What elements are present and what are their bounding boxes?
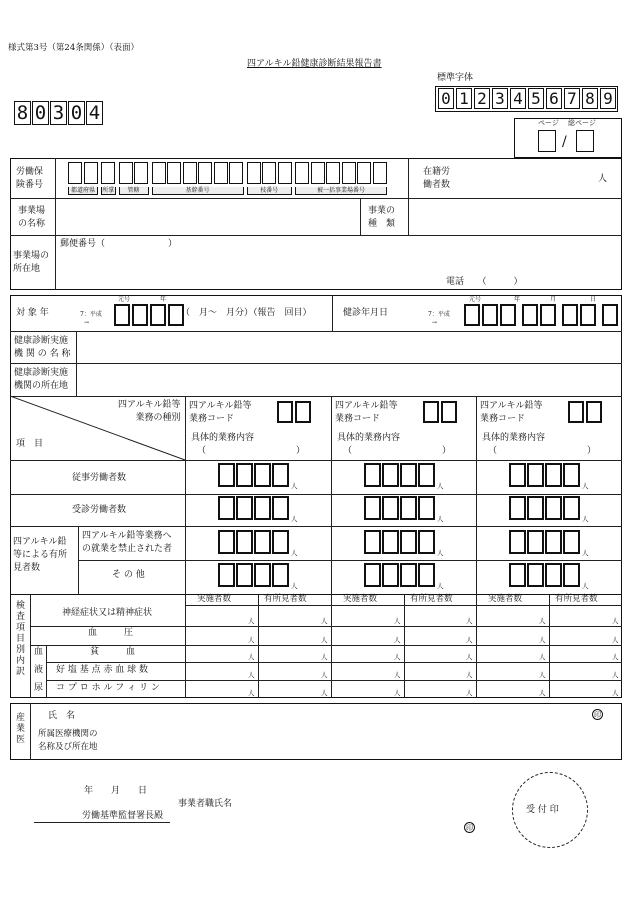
- count-digit-box[interactable]: [545, 463, 562, 487]
- coproporphyrin-label: コ プ ロ ホ ル フ ィ リ ン: [56, 683, 160, 693]
- count-digit-box[interactable]: [509, 563, 526, 587]
- target-months-text: （ 月〜 月分）（報告 回目）: [181, 308, 312, 318]
- checkup-era-label: 元号: [469, 296, 482, 303]
- inspection-unit: 人: [539, 653, 546, 661]
- checkup-date-digit-box[interactable]: [482, 304, 498, 326]
- doctor-group-label: 産業医: [14, 712, 24, 745]
- work-detail-paren: （ ）: [197, 446, 306, 456]
- std-font-label: 標準字体: [437, 73, 474, 83]
- insurance-sub-label: 被一括事業場番号: [295, 187, 387, 195]
- count-digit-box[interactable]: [418, 496, 435, 520]
- target-year-unit: 年: [160, 296, 167, 303]
- count-unit: 人: [437, 482, 444, 490]
- insurance-digit-box[interactable]: [326, 162, 340, 184]
- checkup-date-digit-box[interactable]: [602, 304, 618, 326]
- insurance-digit-box[interactable]: [101, 162, 115, 184]
- count-digit-box[interactable]: [563, 463, 580, 487]
- inspection-unit: 人: [394, 636, 401, 644]
- insurance-digit-box[interactable]: [198, 162, 212, 184]
- count-digit-box[interactable]: [563, 563, 580, 587]
- insurance-digit-box[interactable]: [134, 162, 148, 184]
- inspection-unit: 人: [321, 689, 328, 697]
- count-unit: 人: [582, 515, 589, 523]
- workplace-address-label: 事業場の 所在地: [13, 251, 50, 274]
- count-digit-box[interactable]: [236, 496, 253, 520]
- count-digit-box[interactable]: [400, 530, 417, 554]
- prohibited-label: 四アルキル鉛等業務へ の就業を禁止された者: [82, 531, 173, 554]
- count-unit: 人: [582, 582, 589, 590]
- implemented-col-header: 実施者数: [488, 594, 523, 604]
- count-unit: 人: [291, 549, 298, 557]
- checkup-year-unit: 年: [514, 296, 521, 303]
- inspection-unit: 人: [612, 653, 619, 661]
- year-digit-box[interactable]: [150, 304, 166, 326]
- insurance-digit-box[interactable]: [247, 162, 261, 184]
- count-unit: 人: [437, 549, 444, 557]
- checkup-date-digit-box[interactable]: [522, 304, 538, 326]
- standard-digit: 8: [582, 88, 598, 109]
- findings-col-header: 有所見者数: [555, 594, 598, 604]
- count-digit-box[interactable]: [400, 563, 417, 587]
- checkup-day-unit: 日: [590, 296, 597, 303]
- inspection-unit: 人: [466, 636, 473, 644]
- standard-digit: 6: [546, 88, 562, 109]
- work-detail-paren: （ ）: [488, 446, 597, 456]
- neuro-label: 神経症状又は精神症状: [62, 608, 153, 618]
- count-digit-box[interactable]: [418, 563, 435, 587]
- doctor-institution-label: 所属医療機関の 名称及び所在地: [38, 729, 98, 752]
- inspection-unit: 人: [612, 636, 619, 644]
- form-code-digit: 0: [32, 101, 49, 125]
- work-code-box[interactable]: [586, 401, 602, 423]
- inspection-unit: 人: [539, 636, 546, 644]
- institution-address-label: 健康診断実施 機関の所在地: [14, 368, 69, 391]
- page-title: 四アルキル鉛健康診断結果報告書: [247, 59, 382, 69]
- anemia-label: 貧 血: [90, 647, 136, 657]
- count-digit-box[interactable]: [527, 530, 544, 554]
- finding-group-label: 四アルキル鉛 等による有所 見者数: [13, 537, 68, 573]
- count-digit-box[interactable]: [218, 563, 235, 587]
- count-digit-box[interactable]: [509, 496, 526, 520]
- liquid-cat-label: 液: [34, 665, 44, 675]
- count-digit-box[interactable]: [382, 496, 399, 520]
- count-digit-box[interactable]: [254, 496, 271, 520]
- standard-digit: 0: [438, 88, 454, 109]
- work-detail-label: 具体的業務内容: [337, 433, 401, 443]
- insurance-digit-box[interactable]: [167, 162, 181, 184]
- insurance-sub-label: 管轄: [119, 187, 149, 195]
- insurance-digit-box[interactable]: [68, 162, 82, 184]
- examined-label: 受診労働者数: [72, 505, 127, 515]
- count-digit-box[interactable]: [254, 463, 271, 487]
- implemented-col-header: 実施者数: [197, 594, 232, 604]
- count-unit: 人: [291, 582, 298, 590]
- doctor-seal-mark: 印: [594, 711, 601, 719]
- checkup-date-digit-box[interactable]: [580, 304, 596, 326]
- inspection-unit: 人: [466, 689, 473, 697]
- checkup-date-digit-box[interactable]: [464, 304, 480, 326]
- checkup-era-code: 7：平成: [428, 311, 450, 318]
- insurance-digit-box[interactable]: [262, 162, 276, 184]
- count-digit-box[interactable]: [382, 463, 399, 487]
- count-digit-box[interactable]: [418, 463, 435, 487]
- insurance-digit-box[interactable]: [229, 162, 243, 184]
- inspection-unit: 人: [539, 617, 546, 625]
- others-label: そ の 他: [112, 570, 145, 580]
- standard-digit: 3: [492, 88, 508, 109]
- inspection-unit: 人: [466, 617, 473, 625]
- checkup-month-unit: 月: [550, 296, 557, 303]
- inspection-unit: 人: [248, 617, 255, 625]
- type-label: 四アルキル鉛等 業務の種別: [118, 400, 181, 423]
- count-digit-box[interactable]: [527, 563, 544, 587]
- year-digit-box[interactable]: [132, 304, 148, 326]
- standard-digit: 7: [564, 88, 580, 109]
- count-digit-box[interactable]: [563, 530, 580, 554]
- count-digit-box[interactable]: [400, 463, 417, 487]
- count-digit-box[interactable]: [364, 563, 381, 587]
- count-digit-box[interactable]: [400, 496, 417, 520]
- inspection-unit: 人: [321, 653, 328, 661]
- era-digit-box[interactable]: [114, 304, 130, 326]
- inspection-unit: 人: [612, 617, 619, 625]
- form-number: 様式第3号（第24条関係）（表面）: [8, 43, 139, 53]
- insurance-digit-box[interactable]: [152, 162, 166, 184]
- insurance-digit-box[interactable]: [183, 162, 197, 184]
- standard-digits-box: [435, 86, 618, 112]
- postal-code: 郵便番号（ ）: [60, 239, 178, 249]
- standard-digit: 5: [528, 88, 544, 109]
- work-detail-label: 具体的業務内容: [191, 433, 255, 443]
- insurance-digit-box[interactable]: [278, 162, 292, 184]
- inspection-unit: 人: [466, 653, 473, 661]
- form-code-digit: 8: [14, 101, 31, 125]
- total-pages-label: 総ページ: [568, 119, 596, 127]
- inspection-unit: 人: [248, 671, 255, 679]
- count-digit-box[interactable]: [527, 463, 544, 487]
- count-unit: 人: [437, 515, 444, 523]
- count-digit-box[interactable]: [382, 530, 399, 554]
- work-code-box[interactable]: [441, 401, 457, 423]
- count-digit-box[interactable]: [545, 530, 562, 554]
- receipt-stamp-label: 受 付 印: [526, 805, 559, 815]
- doctor-section: [10, 703, 622, 760]
- inspection-unit: 人: [248, 636, 255, 644]
- work-code-label: 四アルキル鉛等 業務コード: [335, 401, 398, 424]
- checkup-date-digit-box[interactable]: [500, 304, 516, 326]
- insurance-sub-label: 所掌: [102, 187, 115, 194]
- count-digit-box[interactable]: [418, 530, 435, 554]
- inspection-unit: 人: [248, 653, 255, 661]
- insurance-no-label: 労働保 険番号: [16, 167, 44, 190]
- form-code-digit: 4: [86, 101, 103, 125]
- page-slash: /: [562, 134, 567, 150]
- count-digit-box[interactable]: [509, 530, 526, 554]
- date-line: 年 月 日: [84, 786, 148, 796]
- work-code-box[interactable]: [423, 401, 439, 423]
- standard-digit: 4: [510, 88, 526, 109]
- target-era-label: 元号: [118, 296, 131, 303]
- work-code-box[interactable]: [568, 401, 584, 423]
- target-era-code: 7：平成: [80, 311, 102, 318]
- standard-digit: 2: [474, 88, 490, 109]
- count-digit-box[interactable]: [545, 496, 562, 520]
- count-digit-box[interactable]: [254, 563, 271, 587]
- insurance-digit-box[interactable]: [311, 162, 325, 184]
- standard-digit: 1: [456, 88, 472, 109]
- insurance-digit-box[interactable]: [357, 162, 371, 184]
- inspection-unit: 人: [539, 671, 546, 679]
- count-digit-box[interactable]: [527, 496, 544, 520]
- workplace-name-label: 事業場 の名称: [18, 206, 46, 229]
- enrolled-label: 在籍労 働者数: [423, 167, 451, 190]
- inspect-group-label: 検査項目別内訳: [14, 600, 24, 677]
- work-detail-label: 具体的業務内容: [482, 433, 546, 443]
- count-digit-box[interactable]: [218, 530, 235, 554]
- count-unit: 人: [291, 482, 298, 490]
- count-digit-box[interactable]: [545, 563, 562, 587]
- inspection-unit: 人: [466, 671, 473, 679]
- institution-name-label: 健康診断実施 機 関 の 名 称: [14, 336, 71, 359]
- insurance-digit-box[interactable]: [342, 162, 356, 184]
- count-digit-box[interactable]: [236, 563, 253, 587]
- count-digit-box[interactable]: [563, 496, 580, 520]
- count-digit-box[interactable]: [272, 530, 289, 554]
- count-digit-box[interactable]: [364, 496, 381, 520]
- implemented-col-header: 実施者数: [343, 594, 378, 604]
- count-digit-box[interactable]: [236, 463, 253, 487]
- standard-digit: 9: [600, 88, 616, 109]
- checkup-date-label: 健診年月日: [343, 308, 389, 318]
- employer-seal-mark: 印: [466, 824, 473, 832]
- form-code-digit: 3: [50, 101, 67, 125]
- inspection-unit: 人: [612, 671, 619, 679]
- business-type-label: 事業の 種 類: [368, 206, 396, 229]
- doctor-name-label: 氏 名: [48, 711, 76, 721]
- total-pages-input[interactable]: [576, 130, 594, 152]
- checkup-date-digit-box[interactable]: [540, 304, 556, 326]
- bp-label: 血 圧: [88, 628, 134, 638]
- work-code-label: 四アルキル鉛等 業務コード: [480, 401, 543, 424]
- count-unit: 人: [437, 582, 444, 590]
- count-digit-box[interactable]: [272, 463, 289, 487]
- count-digit-box[interactable]: [509, 463, 526, 487]
- form-code-digit: 0: [68, 101, 85, 125]
- target-year-label: 対 象 年: [16, 308, 49, 318]
- insurance-digit-box[interactable]: [119, 162, 133, 184]
- insurance-sub-label: 基幹番号: [152, 187, 244, 195]
- inspection-unit: 人: [248, 689, 255, 697]
- inspection-unit: 人: [321, 617, 328, 625]
- page-label: ページ: [538, 119, 559, 127]
- insurance-digit-box[interactable]: [214, 162, 228, 184]
- work-code-box[interactable]: [277, 401, 293, 423]
- inspection-unit: 人: [394, 671, 401, 679]
- inspection-unit: 人: [539, 689, 546, 697]
- engaged-label: 従事労働者数: [72, 473, 127, 483]
- inspection-unit: 人: [394, 653, 401, 661]
- count-digit-box[interactable]: [218, 463, 235, 487]
- work-detail-paren: （ ）: [343, 446, 452, 456]
- count-digit-box[interactable]: [254, 530, 271, 554]
- count-digit-box[interactable]: [364, 530, 381, 554]
- blood-cat-label: 血: [34, 647, 44, 657]
- insurance-digit-box[interactable]: [373, 162, 387, 184]
- employer-label: 事業者職氏名: [178, 799, 233, 809]
- insurance-sub-label: 枝番号: [247, 187, 293, 195]
- page-input[interactable]: [538, 130, 556, 152]
- checkup-date-digit-box[interactable]: [562, 304, 578, 326]
- work-code-box[interactable]: [295, 401, 311, 423]
- basophil-label: 好 塩 基 点 赤 血 球 数: [56, 665, 149, 675]
- item-label: 項 目: [16, 439, 44, 449]
- count-digit-box[interactable]: [218, 496, 235, 520]
- inspection-unit: 人: [394, 689, 401, 697]
- phone-label: 電話 （ ）: [446, 277, 523, 287]
- inspection-unit: 人: [394, 617, 401, 625]
- urine-cat-label: 尿: [34, 683, 44, 693]
- count-digit-box[interactable]: [236, 530, 253, 554]
- count-digit-box[interactable]: [272, 563, 289, 587]
- count-unit: 人: [582, 482, 589, 490]
- findings-col-header: 有所見者数: [410, 594, 453, 604]
- work-code-label: 四アルキル鉛等 業務コード: [189, 401, 252, 424]
- findings-col-header: 有所見者数: [264, 594, 307, 604]
- enrolled-unit: 人: [598, 174, 608, 184]
- chief-label: 労働基準監督署長殿: [82, 811, 164, 821]
- inspection-unit: 人: [612, 689, 619, 697]
- insurance-sub-label: 都道府県: [68, 187, 98, 195]
- count-digit-box[interactable]: [364, 463, 381, 487]
- inspection-unit: 人: [321, 636, 328, 644]
- inspection-unit: 人: [321, 671, 328, 679]
- insurance-digit-box[interactable]: [84, 162, 98, 184]
- count-unit: 人: [582, 549, 589, 557]
- count-digit-box[interactable]: [382, 563, 399, 587]
- insurance-digit-box[interactable]: [295, 162, 309, 184]
- count-digit-box[interactable]: [272, 496, 289, 520]
- count-unit: 人: [291, 515, 298, 523]
